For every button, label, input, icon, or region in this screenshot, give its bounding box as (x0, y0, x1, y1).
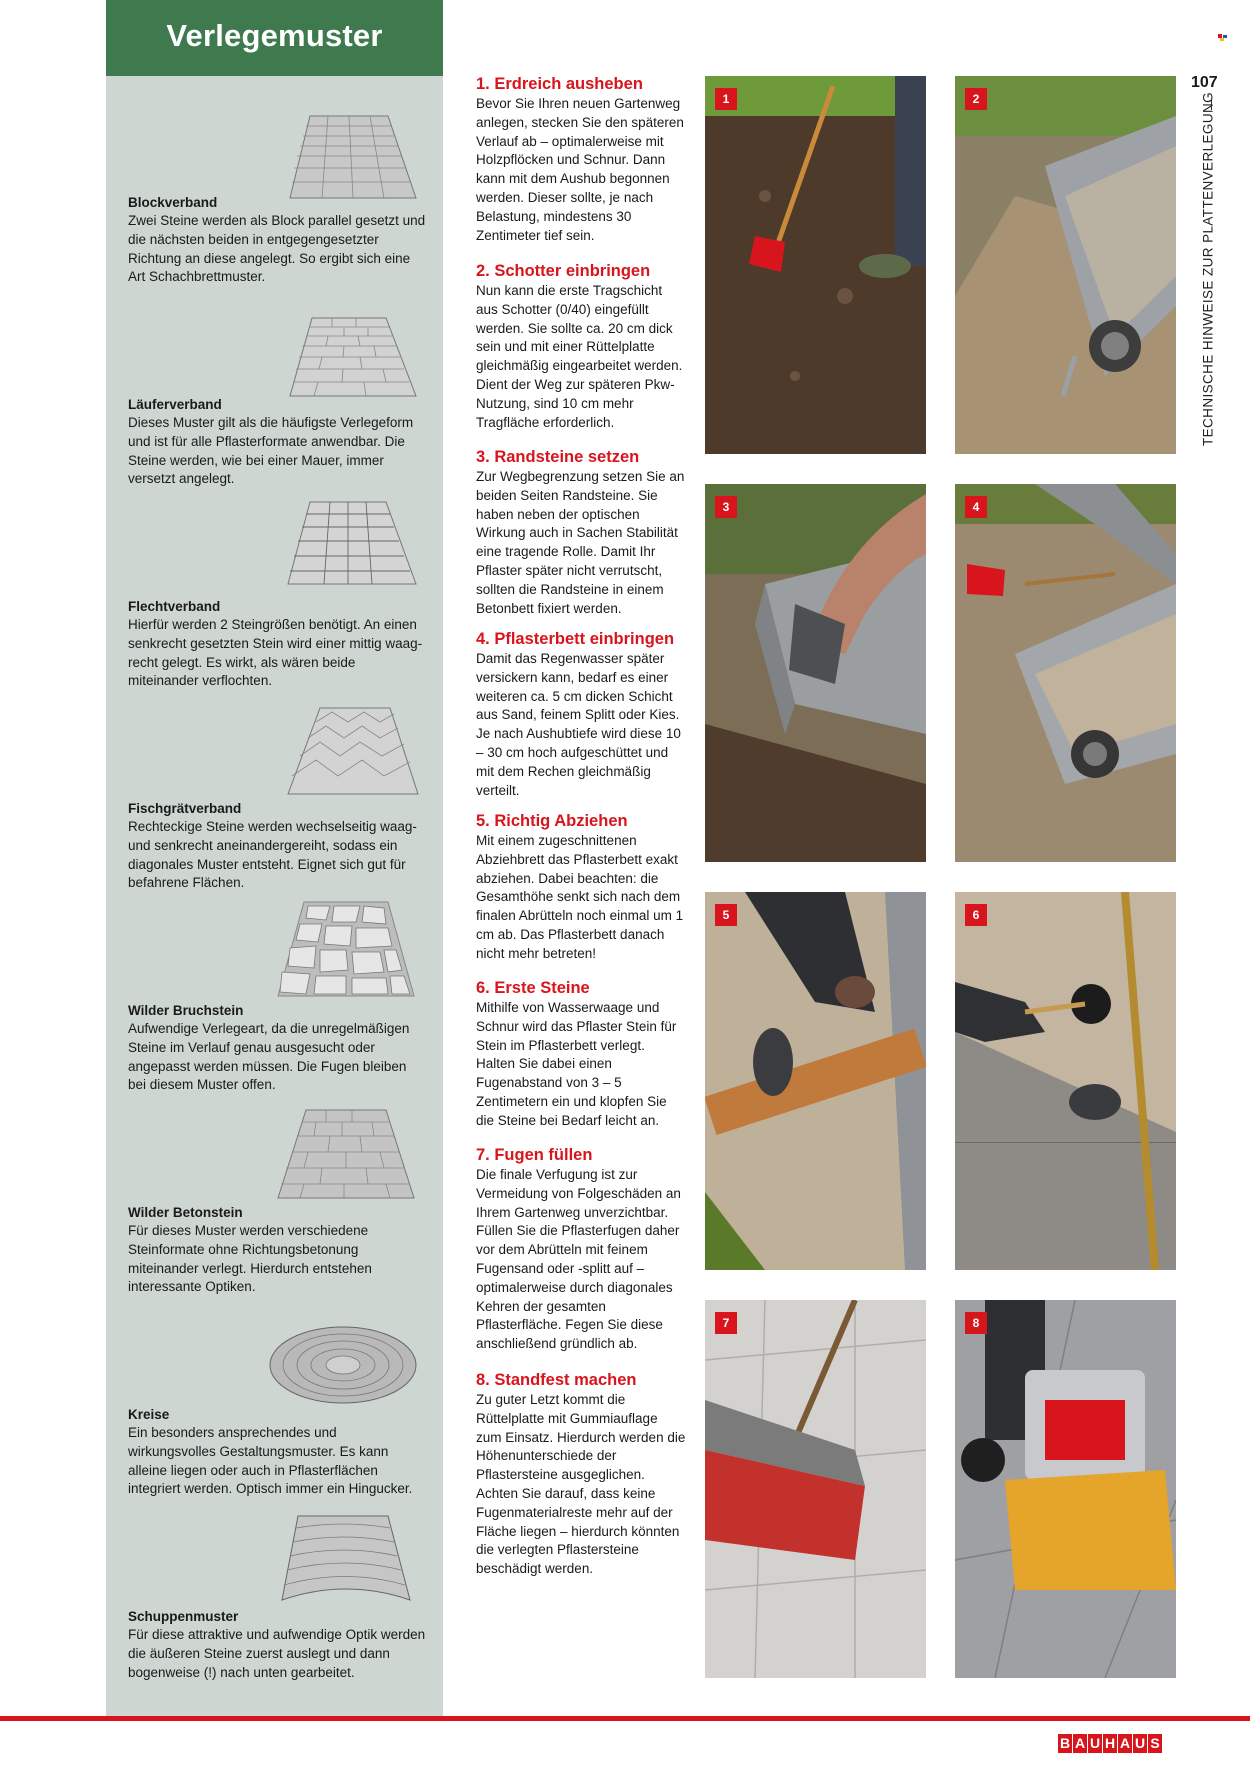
photo-number-badge: 6 (965, 904, 987, 926)
herringbone-pattern-icon (286, 706, 420, 798)
pattern-title: Kreise (128, 1407, 170, 1422)
photo-step-5 (705, 892, 926, 1270)
step-title: 1. Erdreich ausheben (476, 75, 643, 93)
step-description: Mithilfe von Wasserwaage und Schnur wird das Pflaster Stein für Stein im Pflasterbett verlegt. Halten Sie dabei einen Fugenabstand von 3 – 5 Zentimetern ein und klopfen Sie die Steine bei Bedarf leicht an. (476, 1000, 677, 1128)
photo-step-2 (955, 76, 1176, 454)
brand-logo-letter: A (1119, 1735, 1131, 1751)
scale-pattern-icon (276, 1514, 416, 1608)
circle-pattern-icon (268, 1324, 418, 1406)
pattern-title: Wilder Bruchstein (128, 1003, 244, 1018)
photo-number-badge: 3 (715, 496, 737, 518)
step-title: 6. Erste Steine (476, 979, 590, 997)
section-label: TECHNISCHE HINWEISE ZUR PLATTENVERLEGUNG (1200, 91, 1216, 447)
photo-step-8 (955, 1300, 1176, 1678)
step-title: 4. Pflasterbett einbringen (476, 630, 675, 648)
brand-logo-letter: A (1074, 1735, 1086, 1751)
photo-number-badge: 5 (715, 904, 737, 926)
pattern-description: Zwei Steine werden als Block parallel gesetzt und die nächsten beiden in entgegengesetzter Richtung an diese angelegt. So ergibt sich eine Art Schachbrettmuster. (128, 213, 426, 285)
running-bond-pattern-icon (288, 316, 418, 401)
step-description: Zur Wegbegrenzung setzen Sie an beiden Seiten Randsteine. Sie haben neben der optischen Wirkung auch in Sachen Stabilität eine tragende Rolle. Damit Ihr Pflaster später nicht verrutscht, sollten die Randsteine in einem Betonbett fixiert werden. (476, 469, 685, 616)
basket-weave-pattern-icon (286, 500, 418, 588)
step-title: 8. Standfest machen (476, 1371, 637, 1389)
section-label-container (1196, 91, 1220, 447)
photo-number-badge: 7 (715, 1312, 737, 1334)
step-description: Damit das Regenwasser später versickern kann, bedarf es einer weiteren ca. 5 cm dicken Schicht aus Sand, feinem Splitt oder Kies. Je nach Aushubtiefe wird diese 10 – 30 cm hoch aufgeschüttet und mit dem Rechen gleichmäßig verteilt. (476, 651, 681, 798)
pattern-description: Rechteckige Steine werden wechselseitig waag- und senkrecht aneinandergereiht, sodass ein diagonales Muster entsteht. Eignet sich gut für befahrene Flächen. (128, 819, 417, 891)
photo-step-6 (955, 892, 1176, 1270)
photo-step-7 (705, 1300, 926, 1678)
step-title: 3. Randsteine setzen (476, 448, 640, 466)
brand-logo-letter: U (1089, 1735, 1101, 1751)
pattern-title: Schuppenmuster (128, 1609, 239, 1624)
footer-rule (0, 1716, 1250, 1721)
photo-number-badge: 4 (965, 496, 987, 518)
photo-number-badge: 2 (965, 88, 987, 110)
step-description: Mit einem zugeschnittenen Abziehbrett das Pflasterbett exakt abziehen. Dabei beachten: die Gesamthöhe senkt sich nach dem finalen Abrütteln noch einmal um 1 cm ab. Das Pflasterbett danach nicht mehr betreten! (476, 833, 684, 961)
brand-logo-letter: U (1134, 1735, 1146, 1751)
pattern-title: Fischgrätverband (128, 801, 242, 816)
photo-step-3 (705, 484, 926, 862)
brand-logo-letter: B (1059, 1735, 1071, 1751)
step-title: 5. Richtig Abziehen (476, 812, 628, 830)
step-description: Die finale Verfugung ist zur Vermeidung von Folgeschäden an Ihrem Gartenweg unverzichtbar. Füllen Sie die Pflasterfugen daher vor dem Abrütteln mit feinem Fugensand oder -splitt auf – optimalerweise durch diagonales Kehren der gesamten Pflasterfläche. Fegen Sie diese anschließend gründlich ab. (476, 1167, 681, 1352)
pattern-title: Flechtverband (128, 599, 221, 614)
pattern-description: Für diese attraktive und aufwendige Optik werden die äußeren Steine zuerst auslegt und dann bogenweise (!) nach unten gearbeitet. (128, 1627, 426, 1680)
photo-number-badge: 1 (715, 88, 737, 110)
step-title: 7. Fugen füllen (476, 1146, 593, 1164)
photo-number-badge: 8 (965, 1312, 987, 1334)
brand-logo-letter: S (1148, 1734, 1162, 1753)
pattern-title: Wilder Betonstein (128, 1205, 243, 1220)
pattern-description: Für dieses Muster werden verschiedene Steinformate ohne Richtungsbetonung miteinander verlegt. Hierdurch entstehen interessante Optiken. (128, 1223, 372, 1295)
sidebar-title: Verlegemuster (166, 18, 383, 53)
pattern-title: Läuferverband (128, 397, 222, 412)
photo-step-4 (955, 484, 1176, 862)
brand-logo (1058, 1734, 1162, 1753)
brand-mark-icon (1218, 34, 1228, 42)
step-description: Zu guter Letzt kommt die Rüttelplatte mit Gummiauflage zum Einsatz. Hierdurch werden die Höhenunterschiede der Pflastersteine ausgeglichen. Achten Sie darauf, dass keine Fugenmaterialreste mehr auf der Fläche liegen – hierdurch könnten die verlegten Pflastersteine beschädigt werden. (476, 1392, 686, 1577)
pattern-description: Ein besonders ansprechendes und wirkungsvolles Gestaltungsmuster. Es kann alleine liegen oder auch in Pflasterflächen integriert werden. Optisch immer ein Hingucker. (128, 1425, 413, 1497)
step-description: Bevor Sie Ihren neuen Gartenweg anlegen, stecken Sie den späteren Verlauf ab – optimalerweise mit Holzpflöcken und Schnur. Dann kann mit dem Aushub begonnen werden. Dieser sollte, je nach Belastung, mindestens 30 Zentimeter tief sein. (476, 96, 684, 243)
step-title: 2. Schotter einbringen (476, 262, 651, 280)
pattern-description: Hierfür werden 2 Steingrößen benötigt. An einen senkrecht gesetzten Stein wird einer mittig waag-recht gelegt. Es wirkt, als wären beide miteinander verflochten. (128, 617, 423, 689)
crazy-paving-pattern-icon (276, 900, 416, 1000)
brand-logo-letter: H (1104, 1735, 1116, 1751)
pattern-title: Blockverband (128, 195, 218, 210)
pattern-description: Dieses Muster gilt als die häufigste Verlegeform und ist für alle Pflasterformate anwendbar. Die Steine werden, wie bei einer Mauer, immer versetzt angelegt. (128, 415, 414, 487)
pattern-description: Aufwendige Verlegeart, da die unregelmäßigen Steine im Verlauf genau ausgesucht oder angepasst werden müssen. Die Fugen bleiben bei diesem Muster offen. (128, 1021, 410, 1093)
step-description: Nun kann die erste Tragschicht aus Schotter (0/40) eingefüllt werden. Sie sollte ca. 20 cm dick sein und mit einer Rüttelplatte gleichmäßig eingearbeitet werden. Dient der Weg zur späteren Pkw-Nutzung, sind 10 cm mehr Tragfläche erforderlich. (476, 283, 683, 430)
block-bond-pattern-icon (288, 112, 418, 202)
photo-step-1 (705, 76, 926, 454)
random-concrete-pattern-icon (276, 1108, 416, 1200)
page-number: 107 (1191, 74, 1218, 91)
